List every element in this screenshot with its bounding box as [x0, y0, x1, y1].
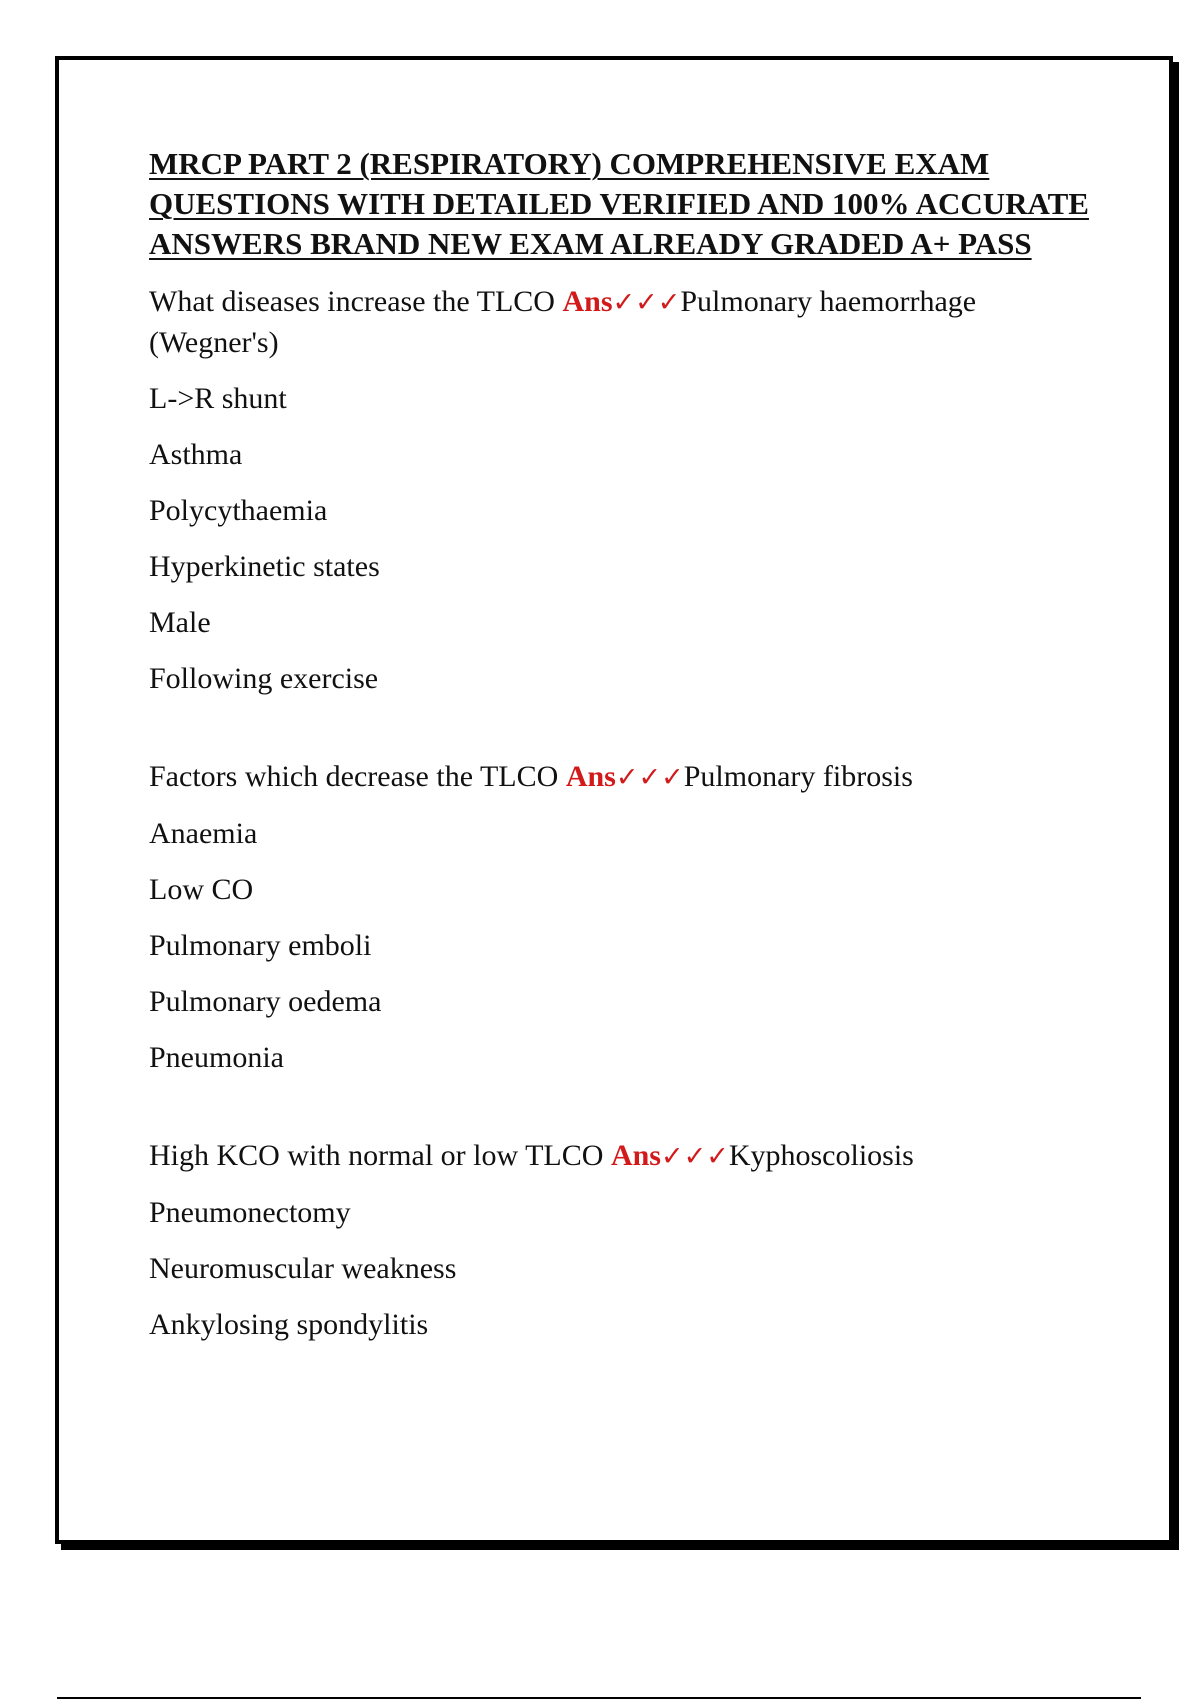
- answer-item: Low CO: [149, 873, 254, 906]
- question-line: [149, 282, 1099, 363]
- answer-item: Pneumonia: [149, 1041, 284, 1074]
- question-text: High KCO with normal or low TLCO: [149, 1139, 604, 1172]
- question-line: [149, 1136, 1099, 1177]
- question-line: [149, 757, 1099, 798]
- answer-item: Pulmonary emboli: [149, 929, 372, 962]
- check-icon: ✓✓✓: [612, 287, 681, 318]
- section-spacer: [149, 1094, 1099, 1136]
- section-spacer: [149, 715, 1099, 757]
- check-icon: ✓✓✓: [615, 762, 684, 793]
- answer-text: Pulmonary haemorrhage (Wegner's): [149, 285, 977, 359]
- answer-item: L->R shunt: [149, 382, 287, 415]
- answer-item: Neuromuscular weakness: [149, 1252, 457, 1285]
- question-text: Factors which decrease the TLCO: [149, 760, 559, 793]
- answer-item: Pulmonary oedema: [149, 985, 382, 1018]
- answer-item: Following exercise: [149, 662, 379, 695]
- check-icon: ✓✓✓: [660, 1141, 729, 1172]
- question-text: What diseases increase the TLCO: [149, 285, 555, 318]
- answer-item: Polycythaemia: [149, 494, 328, 527]
- answer-label: Ans: [610, 1139, 661, 1172]
- document-title: MRCP PART 2 (RESPIRATORY) COMPREHENSIVE EXAM QUESTIONS WITH DETAILED VERIFIED AND 100% ACCURATE ANSWERS BRAND NEW EXAM ALREADY GRADED A+ PASS: [149, 146, 1089, 261]
- answer-item: Hyperkinetic states: [149, 550, 380, 583]
- answer-item: Male: [149, 606, 211, 639]
- answer-text: Kyphoscoliosis: [728, 1139, 914, 1172]
- answer-item: Asthma: [149, 438, 243, 471]
- document-page: [55, 56, 1173, 1544]
- answer-label: Ans: [565, 760, 616, 793]
- answer-item: Anaemia: [149, 817, 258, 850]
- footer-divider: [57, 1697, 1141, 1699]
- answer-text: Pulmonary fibrosis: [683, 760, 913, 793]
- document-content: [149, 144, 1099, 1361]
- answer-label: Ans: [562, 285, 613, 318]
- answer-item: Pneumonectomy: [149, 1196, 351, 1229]
- answer-item: Ankylosing spondylitis: [149, 1308, 429, 1341]
